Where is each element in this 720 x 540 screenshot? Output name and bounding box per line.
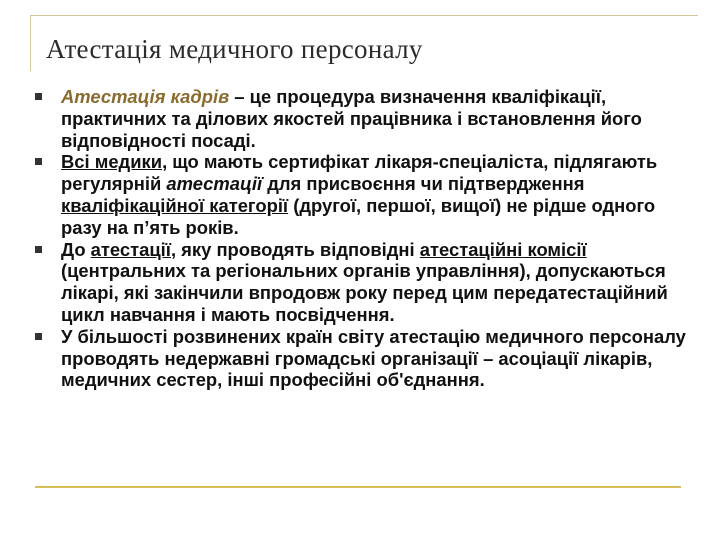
bottom-rule [35, 486, 681, 488]
term-highlight: Атестація кадрів [61, 86, 230, 107]
bullet-text: для присвоєння чи підтвердження [262, 173, 585, 195]
square-bullet-icon [35, 93, 42, 100]
bullet-text: , яку проводять відповідні [170, 238, 420, 260]
bullet-text: – це процедура визначення кваліфікації, практичних та ділових якостей працівника і встановлення його відповідності посаді. [61, 86, 642, 151]
frame-top-line [30, 15, 698, 16]
link-attestation[interactable]: атестації [90, 238, 171, 260]
link-medics[interactable]: Всі медики [61, 151, 163, 173]
square-bullet-icon [35, 158, 42, 165]
bullet-item-3 [30, 239, 700, 326]
slide-title: Атестація медичного персоналу [46, 34, 423, 64]
bullet-text: До [61, 238, 91, 260]
bullet-item-1 [30, 86, 700, 151]
bullet-text: (другої, першої, вищої) не рідше одного разу на п’ять років. [61, 194, 656, 238]
link-attestation-commissions[interactable]: атестаційні комісії [419, 238, 587, 260]
square-bullet-icon [35, 246, 42, 253]
square-bullet-icon [35, 333, 42, 340]
link-qualification-category[interactable]: кваліфікаційної категорії [61, 194, 289, 216]
emphasis-attestation: атестації [166, 173, 263, 195]
bullet-item-2 [30, 151, 700, 238]
bullet-list [30, 86, 700, 391]
bullet-text: , що мають сертифікат лікаря-спеціаліста, підлягають регулярній [61, 151, 658, 195]
frame-left-line [30, 15, 31, 71]
bullet-text: (центральних та регіональних органів управління), допускаються лікарі, які закінчили впродовж року перед цим передатестаційний цикл навчання і мають посвідчення. [61, 260, 668, 325]
bullet-item-4 [30, 326, 700, 391]
bullet-text: У більшості розвинених країн світу атестацію медичного персоналу проводять недержавні громадські організації – асоціації лікарів, медичних сестер, інші професійні об'єднання. [61, 325, 686, 391]
